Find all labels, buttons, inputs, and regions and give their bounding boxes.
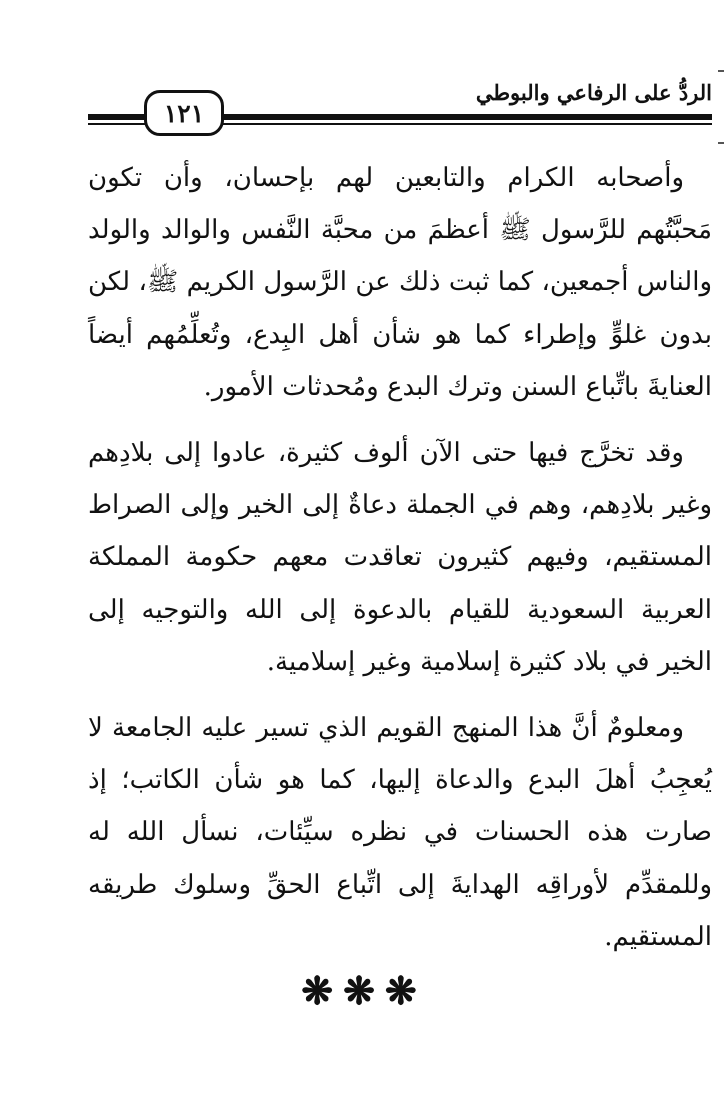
paragraph: وقد تخرَّج فيها حتى الآن ألوف كثيرة، عادوا إلى بلادِهم وغير بلادِهم، وهم في الجملة دعاةٌ إلى الخير وإلى الصراط المستقيم، وفيهم كثيرون تعاقدت معهم حكومة المملكة العربية السعودية للقيام بالدعوة إلى الله والتوجيه إلى الخير في بلاد كثيرة إسلامية وغير إسلامية. xyxy=(88,438,712,677)
page-header xyxy=(88,70,712,140)
section-separator: ❋❋❋ xyxy=(301,968,427,1013)
scan-mark xyxy=(718,70,724,72)
paragraph: وأصحابه الكرام والتابعين لهم بإحسان، وأن تكون مَحبَّتُهم للرَّسول ﷺ أعظمَ من محبَّة النَّفس والوالد والولد والناس أجمعين، كما ثبت ذلك عن الرَّسول الكريم ﷺ، لكن بدون غلوٍّ وإطراء كما هو شأن أهل البِدع، وتُعلِّمُهم أيضاً العنايةَ باتِّباع السنن وترك البدع ومُحدثات الأمور. xyxy=(88,163,712,402)
body-text xyxy=(88,152,712,963)
paragraph: ومعلومٌ أنَّ هذا المنهج القويم الذي تسير عليه الجامعة لا يُعجِبُ أهلَ البدع والدعاة إليها، كما هو شأن الكاتب؛ إذ صارت هذه الحسنات في نظره سيِّئات، نسأل الله له وللمقدِّم لأوراقِه الهدايةَ إلى اتِّباع الحقِّ وسلوك طريقه المستقيم. xyxy=(88,713,712,952)
running-title: الردُّ على الرفاعي والبوطي xyxy=(475,80,712,105)
page-number: ١٢١ xyxy=(144,90,224,136)
scan-mark xyxy=(718,142,724,144)
